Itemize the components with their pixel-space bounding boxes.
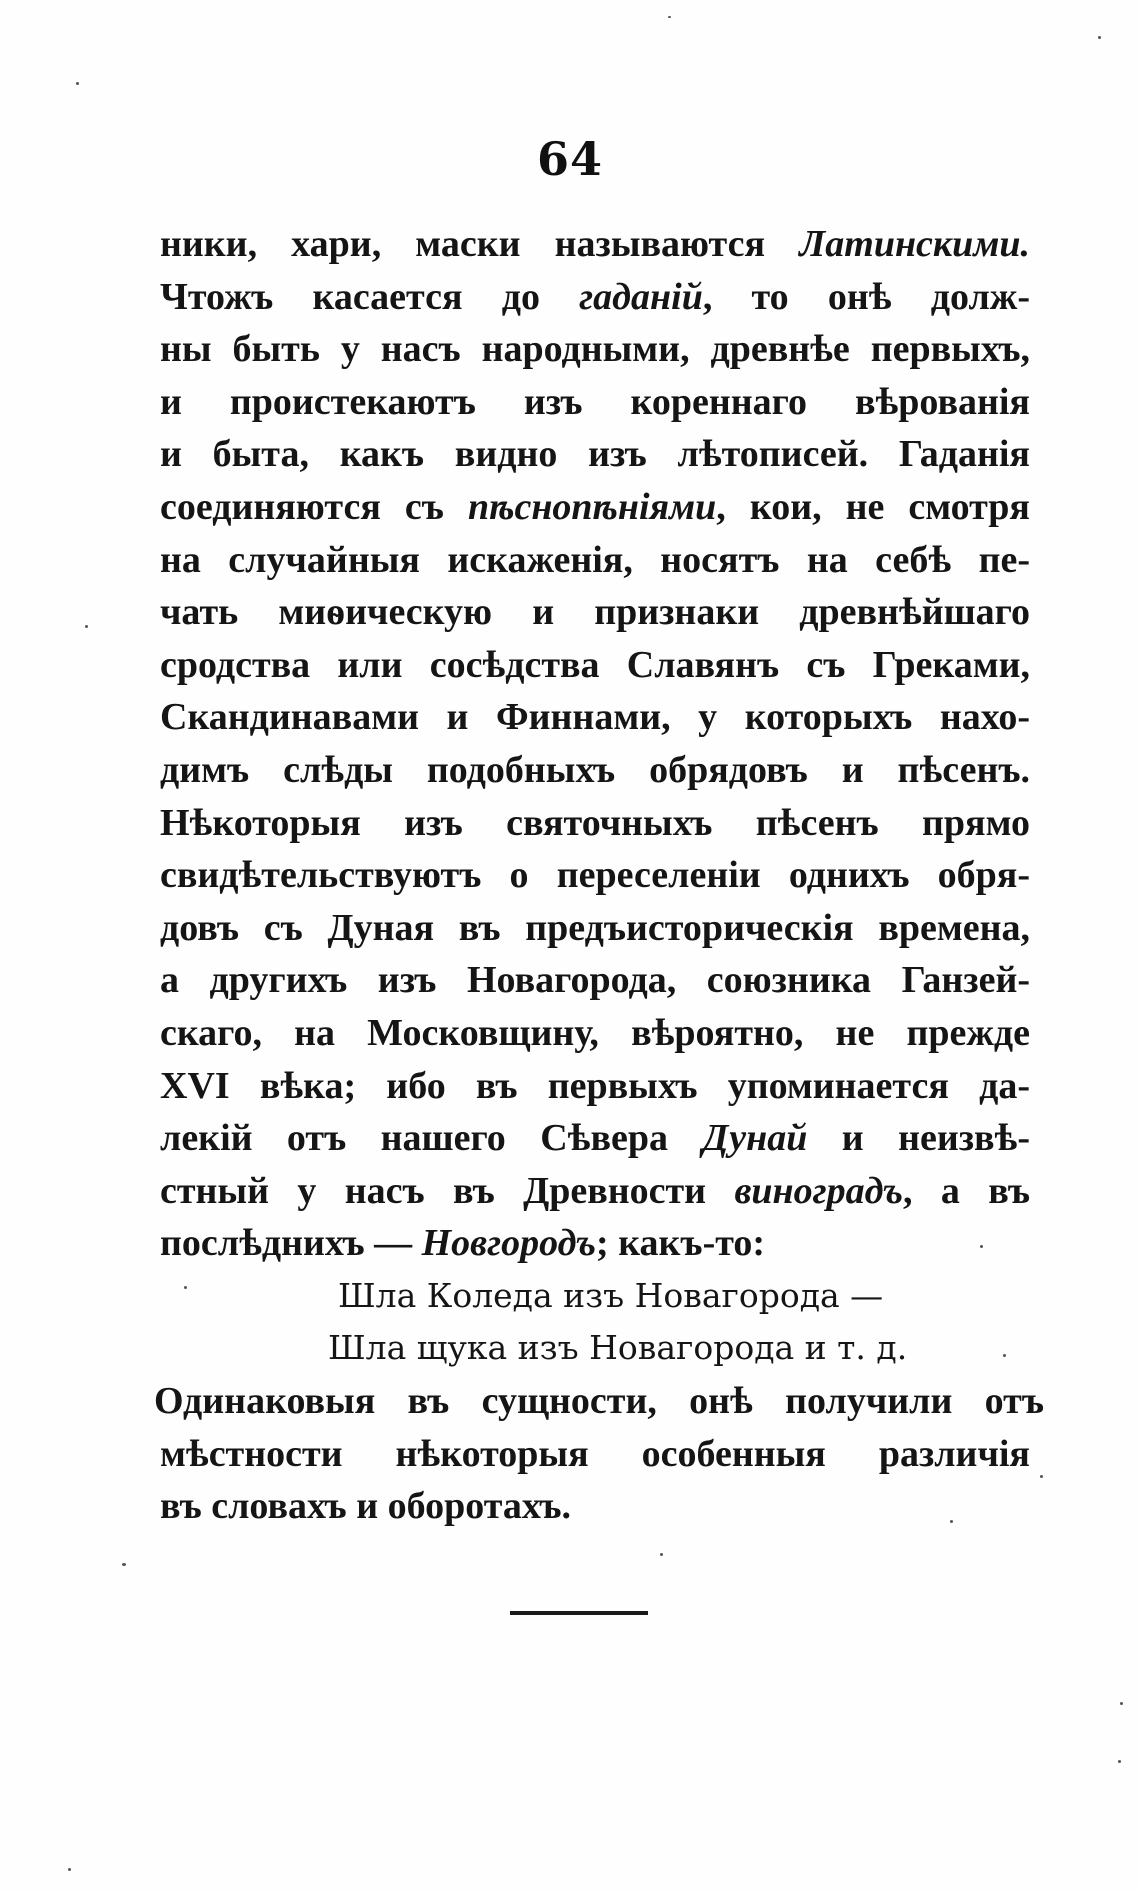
speck	[1120, 1702, 1123, 1705]
text-line: чать миѳическую и признаки древнѣйшаго	[160, 591, 1030, 634]
body-text	[154, 218, 1044, 1533]
text-line: сродства или сосѣдства Славянъ съ Греками,	[160, 643, 1030, 686]
text-line: и проистекаютъ изъ кореннаго вѣрованія	[160, 380, 1030, 423]
text-line: лекій отъ нашего Сѣвера Дунай и неизвѣ-	[160, 1117, 1030, 1160]
text-line: ны быть у насъ народными, древнѣе первыхъ,	[160, 328, 1030, 371]
text-line: скаго, на Московщину, вѣроятно, не прежде	[160, 1011, 1030, 1054]
speck	[1040, 1475, 1043, 1478]
verse-line: Шла щука изъ Новагорода и т. д.	[328, 1328, 908, 1368]
page-number: 64	[536, 132, 603, 186]
text-line: а другихъ изъ Новагорода, союзника Ганзей-	[160, 959, 1030, 1002]
text-line: ники, хари, маски называются Латинскими.	[160, 223, 1030, 265]
verse-line: Шла Коледа изъ Новагорода —	[338, 1275, 884, 1315]
text-line: довъ съ Дуная въ предъисторическія времена,	[160, 906, 1030, 949]
text-line: XVI вѣка; ибо въ первыхъ упоминается да-	[160, 1064, 1030, 1107]
text-line: послѣднихъ — Новгородъ; какъ-то:	[160, 1222, 766, 1265]
speck	[85, 625, 88, 628]
text-line: Нѣкоторыя изъ святочныхъ пѣсенъ прямо	[160, 801, 1030, 844]
text-line: и быта, какъ видно изъ лѣтописей. Гаданія	[160, 433, 1030, 476]
speck	[1003, 1354, 1006, 1357]
text-line: Скандинавами и Финнами, у которыхъ нахо-	[160, 696, 1030, 739]
text-line: стный у насъ въ Древности виноградъ, а въ	[160, 1169, 1030, 1212]
speck	[184, 1286, 187, 1289]
text-line: мѣстности нѣкоторыя особенныя различія	[160, 1432, 1030, 1475]
text-line: Чтожъ касается до гаданій, то онѣ долж-	[160, 275, 1030, 318]
speck	[668, 16, 671, 18]
text-line: на случайныя искаженія, носятъ на себѣ пе-	[160, 538, 1030, 581]
speck	[660, 1553, 663, 1556]
end-rule	[510, 1611, 648, 1615]
text-line: соединяются съ пѣснопѣніями, кои, не смотря	[160, 485, 1030, 528]
speck	[1098, 36, 1101, 39]
speck	[950, 1520, 953, 1523]
speck	[1118, 1760, 1121, 1763]
text-line: димъ слѣды подобныхъ обрядовъ и пѣсенъ.	[160, 748, 1030, 791]
text-line: свидѣтельствуютъ о переселеніи однихъ обря-	[160, 854, 1030, 897]
speck	[68, 1868, 71, 1871]
speck	[980, 1245, 983, 1248]
speck	[76, 82, 79, 85]
text-line: въ словахъ и оборотахъ.	[160, 1485, 572, 1528]
speck	[122, 1563, 126, 1566]
text-line: Одинаковыя въ сущности, онѣ получили отъ	[154, 1380, 1044, 1423]
